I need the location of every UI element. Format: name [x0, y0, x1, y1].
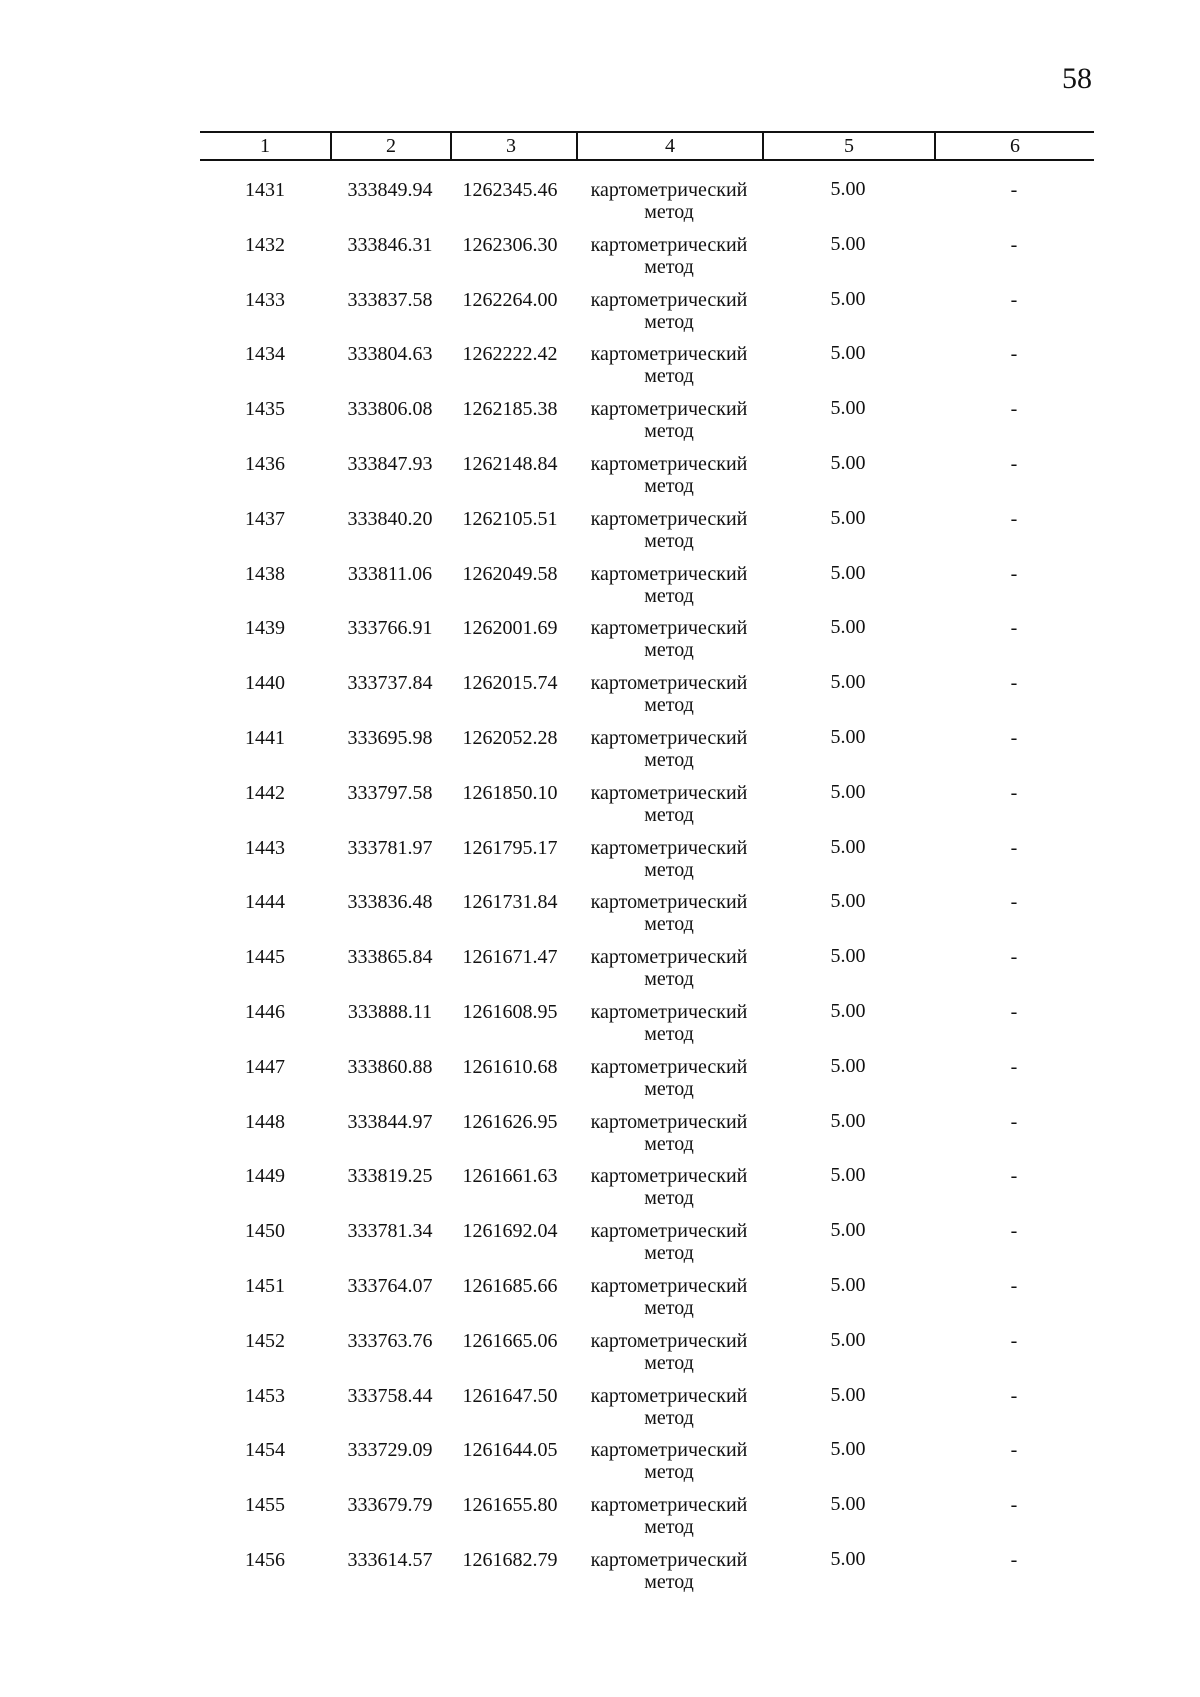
y-coordinate: 1262015.74 — [462, 672, 558, 695]
description-dash: - — [1010, 617, 1018, 640]
method-line-2: метод — [644, 365, 694, 388]
y-coordinate: 1262345.46 — [462, 179, 558, 201]
accuracy-value: 5.00 — [830, 561, 866, 584]
point-number: 1447 — [245, 1055, 285, 1078]
x-coordinate: 333764.07 — [347, 1274, 433, 1297]
accuracy-value: 5.00 — [830, 835, 866, 858]
method-line-1: картометрический — [590, 1274, 748, 1297]
accuracy-value: 5.00 — [830, 890, 866, 913]
point-number: 1450 — [245, 1220, 285, 1243]
method-line-2: метод — [644, 1296, 694, 1319]
point-number: 1437 — [245, 507, 285, 530]
point-number: 1431 — [245, 179, 285, 201]
x-coordinate: 333860.88 — [347, 1055, 433, 1078]
point-number: 1452 — [245, 1329, 285, 1352]
table-row — [200, 1476, 1094, 1539]
table-row — [200, 1312, 1094, 1374]
method-line-1: картометрический — [590, 1220, 748, 1243]
point-number: 1441 — [245, 726, 285, 749]
y-coordinate: 1261692.04 — [462, 1220, 558, 1243]
y-coordinate: 1261644.05 — [462, 1439, 558, 1462]
table-row — [200, 1147, 1094, 1210]
point-number: 1449 — [245, 1165, 285, 1188]
table-row — [200, 216, 1094, 278]
point-number: 1448 — [245, 1110, 285, 1133]
table-row — [200, 819, 1094, 881]
method-line-1: картометрический — [590, 1439, 748, 1462]
method-line-1: картометрический — [590, 946, 748, 969]
x-coordinate: 333614.57 — [347, 1548, 433, 1571]
y-coordinate: 1261671.47 — [462, 946, 558, 969]
method-line-2: метод — [644, 803, 694, 826]
table-row — [200, 325, 1094, 388]
description-dash: - — [1010, 1165, 1018, 1188]
x-coordinate: 333806.08 — [347, 398, 433, 421]
page-number: 58 — [1062, 62, 1092, 95]
description-dash: - — [1010, 1548, 1018, 1571]
method-line-2: метод — [644, 584, 694, 607]
y-coordinate: 1262052.28 — [462, 726, 558, 749]
point-number: 1453 — [245, 1384, 285, 1407]
y-coordinate: 1262001.69 — [462, 617, 558, 640]
table-row — [200, 1202, 1094, 1265]
method-line-1: картометрический — [590, 452, 748, 475]
accuracy-value: 5.00 — [830, 945, 866, 968]
y-coordinate: 1261610.68 — [462, 1055, 558, 1078]
y-coordinate: 1262222.42 — [462, 343, 558, 366]
accuracy-value: 5.00 — [830, 287, 866, 310]
accuracy-value: 5.00 — [830, 1547, 866, 1570]
method-line-1: картометрический — [590, 1110, 748, 1133]
method-line-2: метод — [644, 1242, 694, 1265]
accuracy-value: 5.00 — [830, 725, 866, 748]
method-line-1: картометрический — [590, 1494, 748, 1517]
description-dash: - — [1010, 946, 1018, 969]
accuracy-value: 5.00 — [830, 671, 866, 694]
description-dash: - — [1010, 1439, 1018, 1462]
method-line-2: метод — [644, 310, 694, 333]
description-dash: - — [1010, 233, 1018, 256]
table-row — [200, 1531, 1094, 1593]
x-coordinate: 333846.31 — [347, 233, 433, 256]
point-number: 1436 — [245, 452, 285, 475]
x-coordinate: 333758.44 — [347, 1384, 433, 1407]
x-coordinate: 333766.91 — [347, 617, 433, 640]
point-number: 1455 — [245, 1494, 285, 1517]
accuracy-value: 5.00 — [830, 232, 866, 255]
description-dash: - — [1010, 1220, 1018, 1243]
method-line-1: картометрический — [590, 1055, 748, 1078]
description-dash: - — [1010, 891, 1018, 914]
y-coordinate: 1262306.30 — [462, 233, 558, 256]
x-coordinate: 333695.98 — [347, 726, 433, 749]
method-line-2: метод — [644, 1570, 694, 1593]
table-row — [200, 1257, 1094, 1319]
y-coordinate: 1262185.38 — [462, 398, 558, 421]
point-number: 1440 — [245, 672, 285, 695]
description-dash: - — [1010, 1384, 1018, 1407]
description-dash: - — [1010, 288, 1018, 311]
table-row — [200, 161, 1094, 223]
description-dash: - — [1010, 836, 1018, 859]
table-row — [200, 1367, 1094, 1429]
y-coordinate: 1262049.58 — [462, 562, 558, 585]
method-line-1: картометрический — [590, 781, 748, 804]
accuracy-value: 5.00 — [830, 616, 866, 639]
description-dash: - — [1010, 1274, 1018, 1297]
method-line-1: картометрический — [590, 617, 748, 640]
x-coordinate: 333888.11 — [347, 1000, 433, 1023]
table-row — [200, 545, 1094, 607]
x-coordinate: 333763.76 — [347, 1329, 433, 1352]
point-number: 1434 — [245, 343, 285, 366]
method-line-1: картометрический — [590, 179, 748, 201]
y-coordinate: 1261608.95 — [462, 1000, 558, 1023]
method-line-2: метод — [644, 1022, 694, 1045]
accuracy-value: 5.00 — [830, 1054, 866, 1077]
table-row — [200, 654, 1094, 717]
header-cell-5: 5 — [762, 133, 934, 159]
table-row — [200, 983, 1094, 1045]
accuracy-value: 5.00 — [830, 1273, 866, 1296]
table-row — [200, 271, 1094, 333]
description-dash: - — [1010, 672, 1018, 695]
y-coordinate: 1261682.79 — [462, 1548, 558, 1571]
point-number: 1439 — [245, 617, 285, 640]
y-coordinate: 1262105.51 — [462, 507, 558, 530]
accuracy-value: 5.00 — [830, 1438, 866, 1461]
point-number: 1446 — [245, 1000, 285, 1023]
x-coordinate: 333836.48 — [347, 891, 433, 914]
x-coordinate: 333849.94 — [347, 179, 433, 201]
method-line-2: метод — [644, 858, 694, 881]
x-coordinate: 333847.93 — [347, 452, 433, 475]
header-cell-4: 4 — [576, 133, 762, 159]
method-line-1: картометрический — [590, 1329, 748, 1352]
method-line-2: метод — [644, 201, 694, 223]
accuracy-value: 5.00 — [830, 342, 866, 365]
point-number: 1456 — [245, 1548, 285, 1571]
y-coordinate: 1261647.50 — [462, 1384, 558, 1407]
description-dash: - — [1010, 179, 1018, 201]
y-coordinate: 1262148.84 — [462, 452, 558, 475]
point-number: 1433 — [245, 288, 285, 311]
accuracy-value: 5.00 — [830, 451, 866, 474]
point-number: 1445 — [245, 946, 285, 969]
accuracy-value: 5.00 — [830, 999, 866, 1022]
description-dash: - — [1010, 1494, 1018, 1517]
method-line-2: метод — [644, 529, 694, 552]
method-line-2: метод — [644, 748, 694, 771]
table-row — [200, 928, 1094, 991]
x-coordinate: 333840.20 — [347, 507, 433, 530]
table-row — [200, 599, 1094, 662]
y-coordinate: 1261661.63 — [462, 1165, 558, 1188]
table-row — [200, 1038, 1094, 1100]
accuracy-value: 5.00 — [830, 1493, 866, 1516]
description-dash: - — [1010, 507, 1018, 530]
point-number: 1444 — [245, 891, 285, 914]
accuracy-value: 5.00 — [830, 178, 866, 200]
method-line-1: картометрический — [590, 1165, 748, 1188]
y-coordinate: 1262264.00 — [462, 288, 558, 311]
x-coordinate: 333781.97 — [347, 836, 433, 859]
y-coordinate: 1261665.06 — [462, 1329, 558, 1352]
accuracy-value: 5.00 — [830, 1164, 866, 1187]
x-coordinate: 333819.25 — [347, 1165, 433, 1188]
point-number: 1438 — [245, 562, 285, 585]
description-dash: - — [1010, 1055, 1018, 1078]
table-header — [200, 131, 1094, 161]
method-line-2: метод — [644, 694, 694, 717]
table-body — [200, 161, 1094, 1593]
y-coordinate: 1261850.10 — [462, 781, 558, 804]
x-coordinate: 333729.09 — [347, 1439, 433, 1462]
x-coordinate: 333781.34 — [347, 1220, 433, 1243]
table-row — [200, 435, 1094, 497]
method-line-2: метод — [644, 420, 694, 443]
accuracy-value: 5.00 — [830, 397, 866, 420]
x-coordinate: 333811.06 — [347, 562, 433, 585]
table-row — [200, 490, 1094, 552]
method-line-2: метод — [644, 639, 694, 662]
header-cell-1: 1 — [260, 135, 270, 157]
point-number: 1442 — [245, 781, 285, 804]
method-line-2: метод — [644, 1351, 694, 1374]
method-line-1: картометрический — [590, 562, 748, 585]
description-dash: - — [1010, 398, 1018, 421]
method-line-2: метод — [644, 255, 694, 278]
accuracy-value: 5.00 — [830, 506, 866, 529]
header-cell-6: 6 — [934, 133, 1094, 159]
y-coordinate: 1261655.80 — [462, 1494, 558, 1517]
method-line-1: картометрический — [590, 1000, 748, 1023]
method-line-1: картометрический — [590, 288, 748, 311]
method-line-2: метод — [644, 913, 694, 936]
description-dash: - — [1010, 343, 1018, 366]
method-line-1: картометрический — [590, 343, 748, 366]
header-cell-3: 3 — [450, 133, 570, 159]
table-row — [200, 380, 1094, 443]
method-line-2: метод — [644, 968, 694, 991]
y-coordinate: 1261795.17 — [462, 836, 558, 859]
description-dash: - — [1010, 781, 1018, 804]
method-line-1: картометрический — [590, 836, 748, 859]
method-line-1: картометрический — [590, 1548, 748, 1571]
point-number: 1435 — [245, 398, 285, 421]
method-line-2: метод — [644, 1132, 694, 1155]
method-line-1: картометрический — [590, 398, 748, 421]
x-coordinate: 333865.84 — [347, 946, 433, 969]
y-coordinate: 1261626.95 — [462, 1110, 558, 1133]
description-dash: - — [1010, 452, 1018, 475]
description-dash: - — [1010, 726, 1018, 749]
x-coordinate: 333804.63 — [347, 343, 433, 366]
method-line-1: картометрический — [590, 726, 748, 749]
method-line-2: метод — [644, 1187, 694, 1210]
method-line-1: картометрический — [590, 672, 748, 695]
description-dash: - — [1010, 1000, 1018, 1023]
x-coordinate: 333844.97 — [347, 1110, 433, 1133]
method-line-1: картометрический — [590, 891, 748, 914]
description-dash: - — [1010, 562, 1018, 585]
table-row — [200, 1093, 1094, 1155]
method-cell — [576, 1549, 762, 1593]
x-coordinate: 333679.79 — [347, 1494, 433, 1517]
method-line-2: метод — [644, 1077, 694, 1100]
x-coordinate: 333737.84 — [347, 672, 433, 695]
table-row — [200, 873, 1094, 936]
method-line-1: картометрический — [590, 233, 748, 256]
x-coordinate: 333797.58 — [347, 781, 433, 804]
x-coordinate: 333837.58 — [347, 288, 433, 311]
method-line-2: метод — [644, 1406, 694, 1429]
table-row — [200, 709, 1094, 771]
description-dash: - — [1010, 1329, 1018, 1352]
y-coordinate: 1261685.66 — [462, 1274, 558, 1297]
y-coordinate: 1261731.84 — [462, 891, 558, 914]
header-cell-2: 2 — [330, 133, 450, 159]
point-number: 1443 — [245, 836, 285, 859]
coordinates-table — [200, 131, 1094, 1593]
description-dash: - — [1010, 1110, 1018, 1133]
method-line-2: метод — [644, 474, 694, 497]
point-number: 1432 — [245, 233, 285, 256]
accuracy-value: 5.00 — [830, 780, 866, 803]
point-number: 1454 — [245, 1439, 285, 1462]
accuracy-value: 5.00 — [830, 1219, 866, 1242]
accuracy-value: 5.00 — [830, 1328, 866, 1351]
point-number: 1451 — [245, 1274, 285, 1297]
accuracy-value: 5.00 — [830, 1383, 866, 1406]
method-line-1: картометрический — [590, 1384, 748, 1407]
table-row — [200, 764, 1094, 826]
method-line-1: картометрический — [590, 507, 748, 530]
method-line-2: метод — [644, 1461, 694, 1484]
table-row — [200, 1421, 1094, 1484]
accuracy-value: 5.00 — [830, 1109, 866, 1132]
method-line-2: метод — [644, 1516, 694, 1539]
